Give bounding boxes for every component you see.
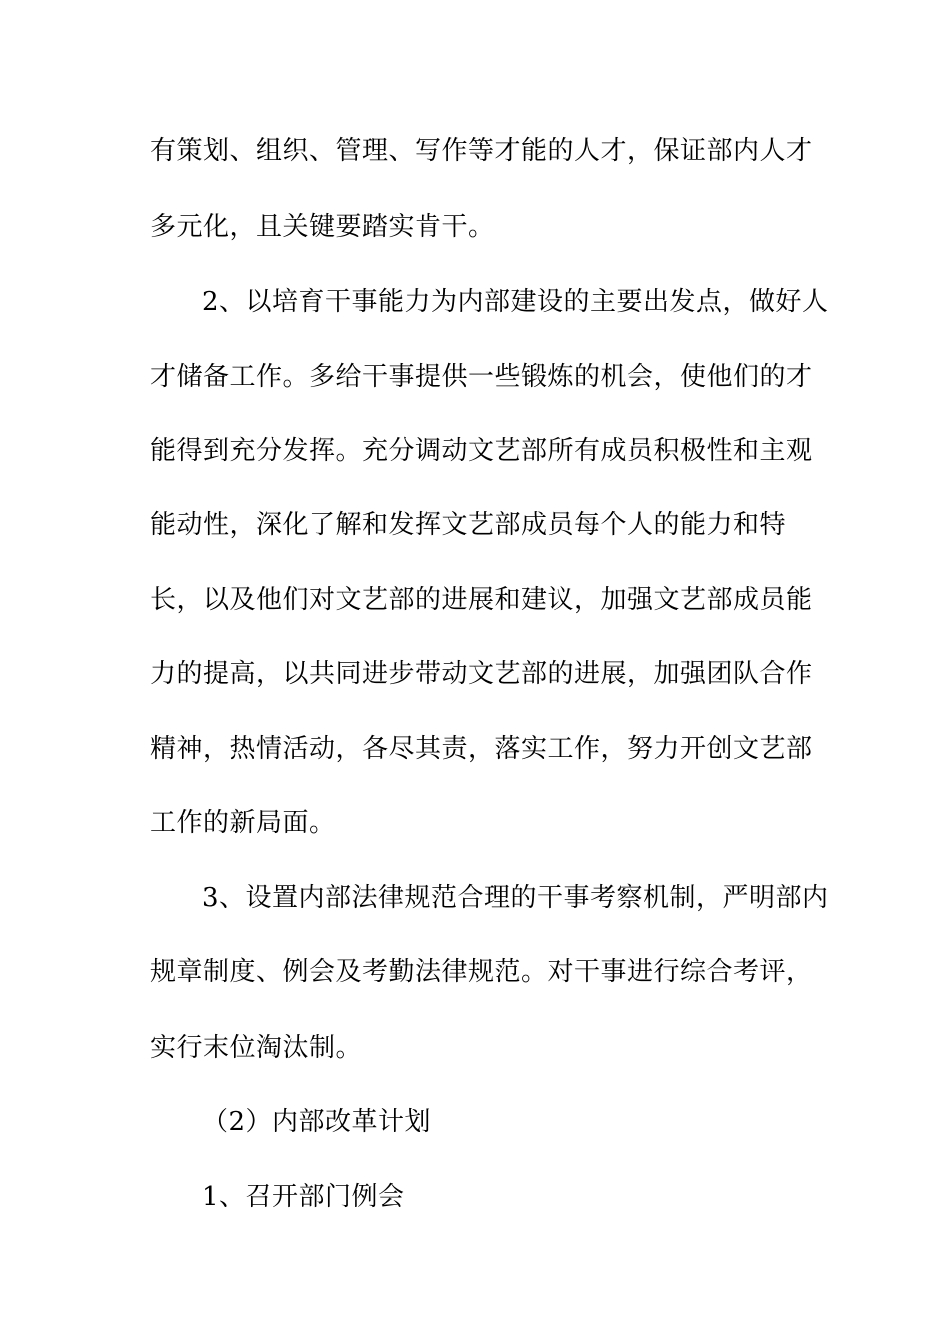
paragraph-3-line-3: 实行末位淘汰制。	[150, 1033, 363, 1063]
paragraph-1-line-1: 有策划、组织、管理、写作等才能的人才，保证部内人才	[150, 136, 813, 166]
paragraph-1-line-2: 多元化，且关键要踏实肯干。	[150, 212, 495, 242]
paragraph-2-line-5: 长，以及他们对文艺部的进展和建议，加强文艺部成员能	[150, 585, 813, 615]
paragraph-2-line-2: 才储备工作。多给干事提供一些锻炼的机会，使他们的才	[150, 362, 813, 392]
list-item: 1、召开部门例会	[202, 1182, 405, 1212]
paragraph-3-line-1: 3、设置内部法律规范合理的干事考察机制，严明部内	[202, 883, 829, 913]
paragraph-2-line-8: 工作的新局面。	[150, 808, 336, 838]
paragraph-3-line-2: 规章制度、例会及考勤法律规范。对干事进行综合考评，	[150, 957, 813, 987]
paragraph-2-line-3: 能得到充分发挥。充分调动文艺部所有成员积极性和主观	[150, 436, 813, 466]
paragraph-2-line-6: 力的提高，以共同进步带动文艺部的进展，加强团队合作	[150, 659, 813, 689]
paragraph-2-line-1: 2、以培育干事能力为内部建设的主要出发点，做好人	[202, 287, 829, 317]
section-heading: （2）内部改革计划	[202, 1107, 432, 1137]
paragraph-2-line-7: 精神，热情活动，各尽其责，落实工作，努力开创文艺部	[150, 734, 813, 764]
paragraph-2-line-4: 能动性，深化了解和发挥文艺部成员每个人的能力和特	[150, 510, 787, 540]
